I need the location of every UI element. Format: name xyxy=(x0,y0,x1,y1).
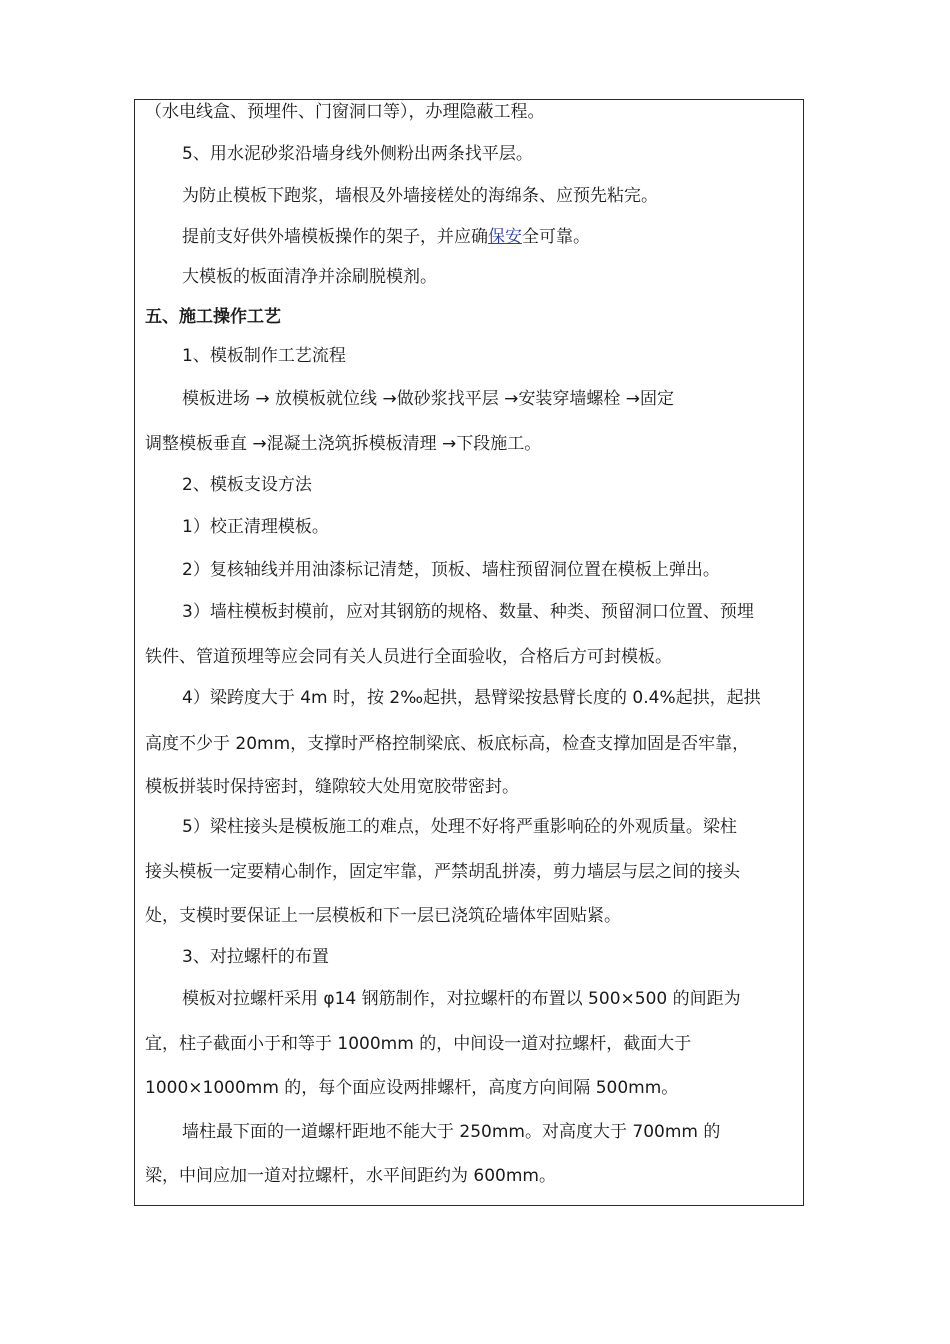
paragraph-line: 高度不少于 20mm，支撑时严格控制梁底、板底标高，检查支撑加固是否牢靠， xyxy=(145,734,750,754)
paragraph-line: 5）梁柱接头是模板施工的难点，处理不好将严重影响砼的外观质量。梁柱 xyxy=(182,817,737,837)
text-segment: 提前支好供外墙模板操作的架子，并应确 xyxy=(182,227,488,247)
paragraph-line: 2）复核轴线并用油漆标记清楚，顶板、墙柱预留洞位置在模板上弹出。 xyxy=(182,560,720,580)
paragraph-line: 5、用水泥砂浆沿墙身线外侧粉出两条找平层。 xyxy=(182,144,533,164)
paragraph-line: 1）校正清理模板。 xyxy=(182,517,329,537)
paragraph-line: 4）梁跨度大于 4m 时，按 2‰起拱，悬臂梁按悬臂长度的 0.4%起拱，起拱 xyxy=(182,688,761,708)
paragraph-line: （水电线盒、预埋件、门窗洞口等），办理隐蔽工程。 xyxy=(145,102,545,122)
paragraph-line: 模板进场 → 放模板就位线 →做砂浆找平层 →安装穿墙螺栓 →固定 xyxy=(182,389,674,409)
subsection-heading: 1、模板制作工艺流程 xyxy=(182,346,346,366)
paragraph-line: 大模板的板面清净并涂刷脱模剂。 xyxy=(182,267,437,287)
paragraph-line: 3）墙柱模板封模前，应对其钢筋的规格、数量、种类、预留洞口位置、预埋 xyxy=(182,602,754,622)
paragraph-line: 处，支模时要保证上一层模板和下一层已浇筑砼墙体牢固贴紧。 xyxy=(145,906,621,926)
paragraph-line: 接头模板一定要精心制作，固定牢靠，严禁胡乱拼凑，剪力墙层与层之间的接头 xyxy=(145,862,740,882)
paragraph-line: 模板拼装时保持密封，缝隙较大处用宽胶带密封。 xyxy=(145,777,519,797)
paragraph-line: 铁件、管道预埋等应会同有关人员进行全面验收，合格后方可封模板。 xyxy=(145,647,672,667)
text-segment: 全可靠。 xyxy=(522,227,590,247)
paragraph-line: 1000×1000mm 的，每个面应设两排螺杆，高度方向间隔 500mm。 xyxy=(145,1078,679,1098)
subsection-heading: 2、模板支设方法 xyxy=(182,475,312,495)
section-heading: 五、施工操作工艺 xyxy=(145,307,281,327)
subsection-heading: 3、对拉螺杆的布置 xyxy=(182,947,329,967)
paragraph-line: 为防止模板下跑浆，墙根及外墙接槎处的海绵条、应预先粘完。 xyxy=(182,186,658,206)
hyperlink[interactable]: 保安 xyxy=(488,227,522,247)
paragraph-line xyxy=(182,227,590,247)
paragraph-line: 梁，中间应加一道对拉螺杆，水平间距约为 600mm。 xyxy=(145,1166,556,1186)
paragraph-line: 调整模板垂直 →混凝土浇筑拆模板清理 →下段施工。 xyxy=(145,434,542,454)
paragraph-line: 模板对拉螺杆采用 φ14 钢筋制作，对拉螺杆的布置以 500×500 的间距为 xyxy=(182,989,741,1009)
paragraph-line: 墙柱最下面的一道螺杆距地不能大于 250mm。对高度大于 700mm 的 xyxy=(182,1122,721,1142)
paragraph-line: 宜，柱子截面小于和等于 1000mm 的，中间设一道对拉螺杆，截面大于 xyxy=(145,1034,692,1054)
